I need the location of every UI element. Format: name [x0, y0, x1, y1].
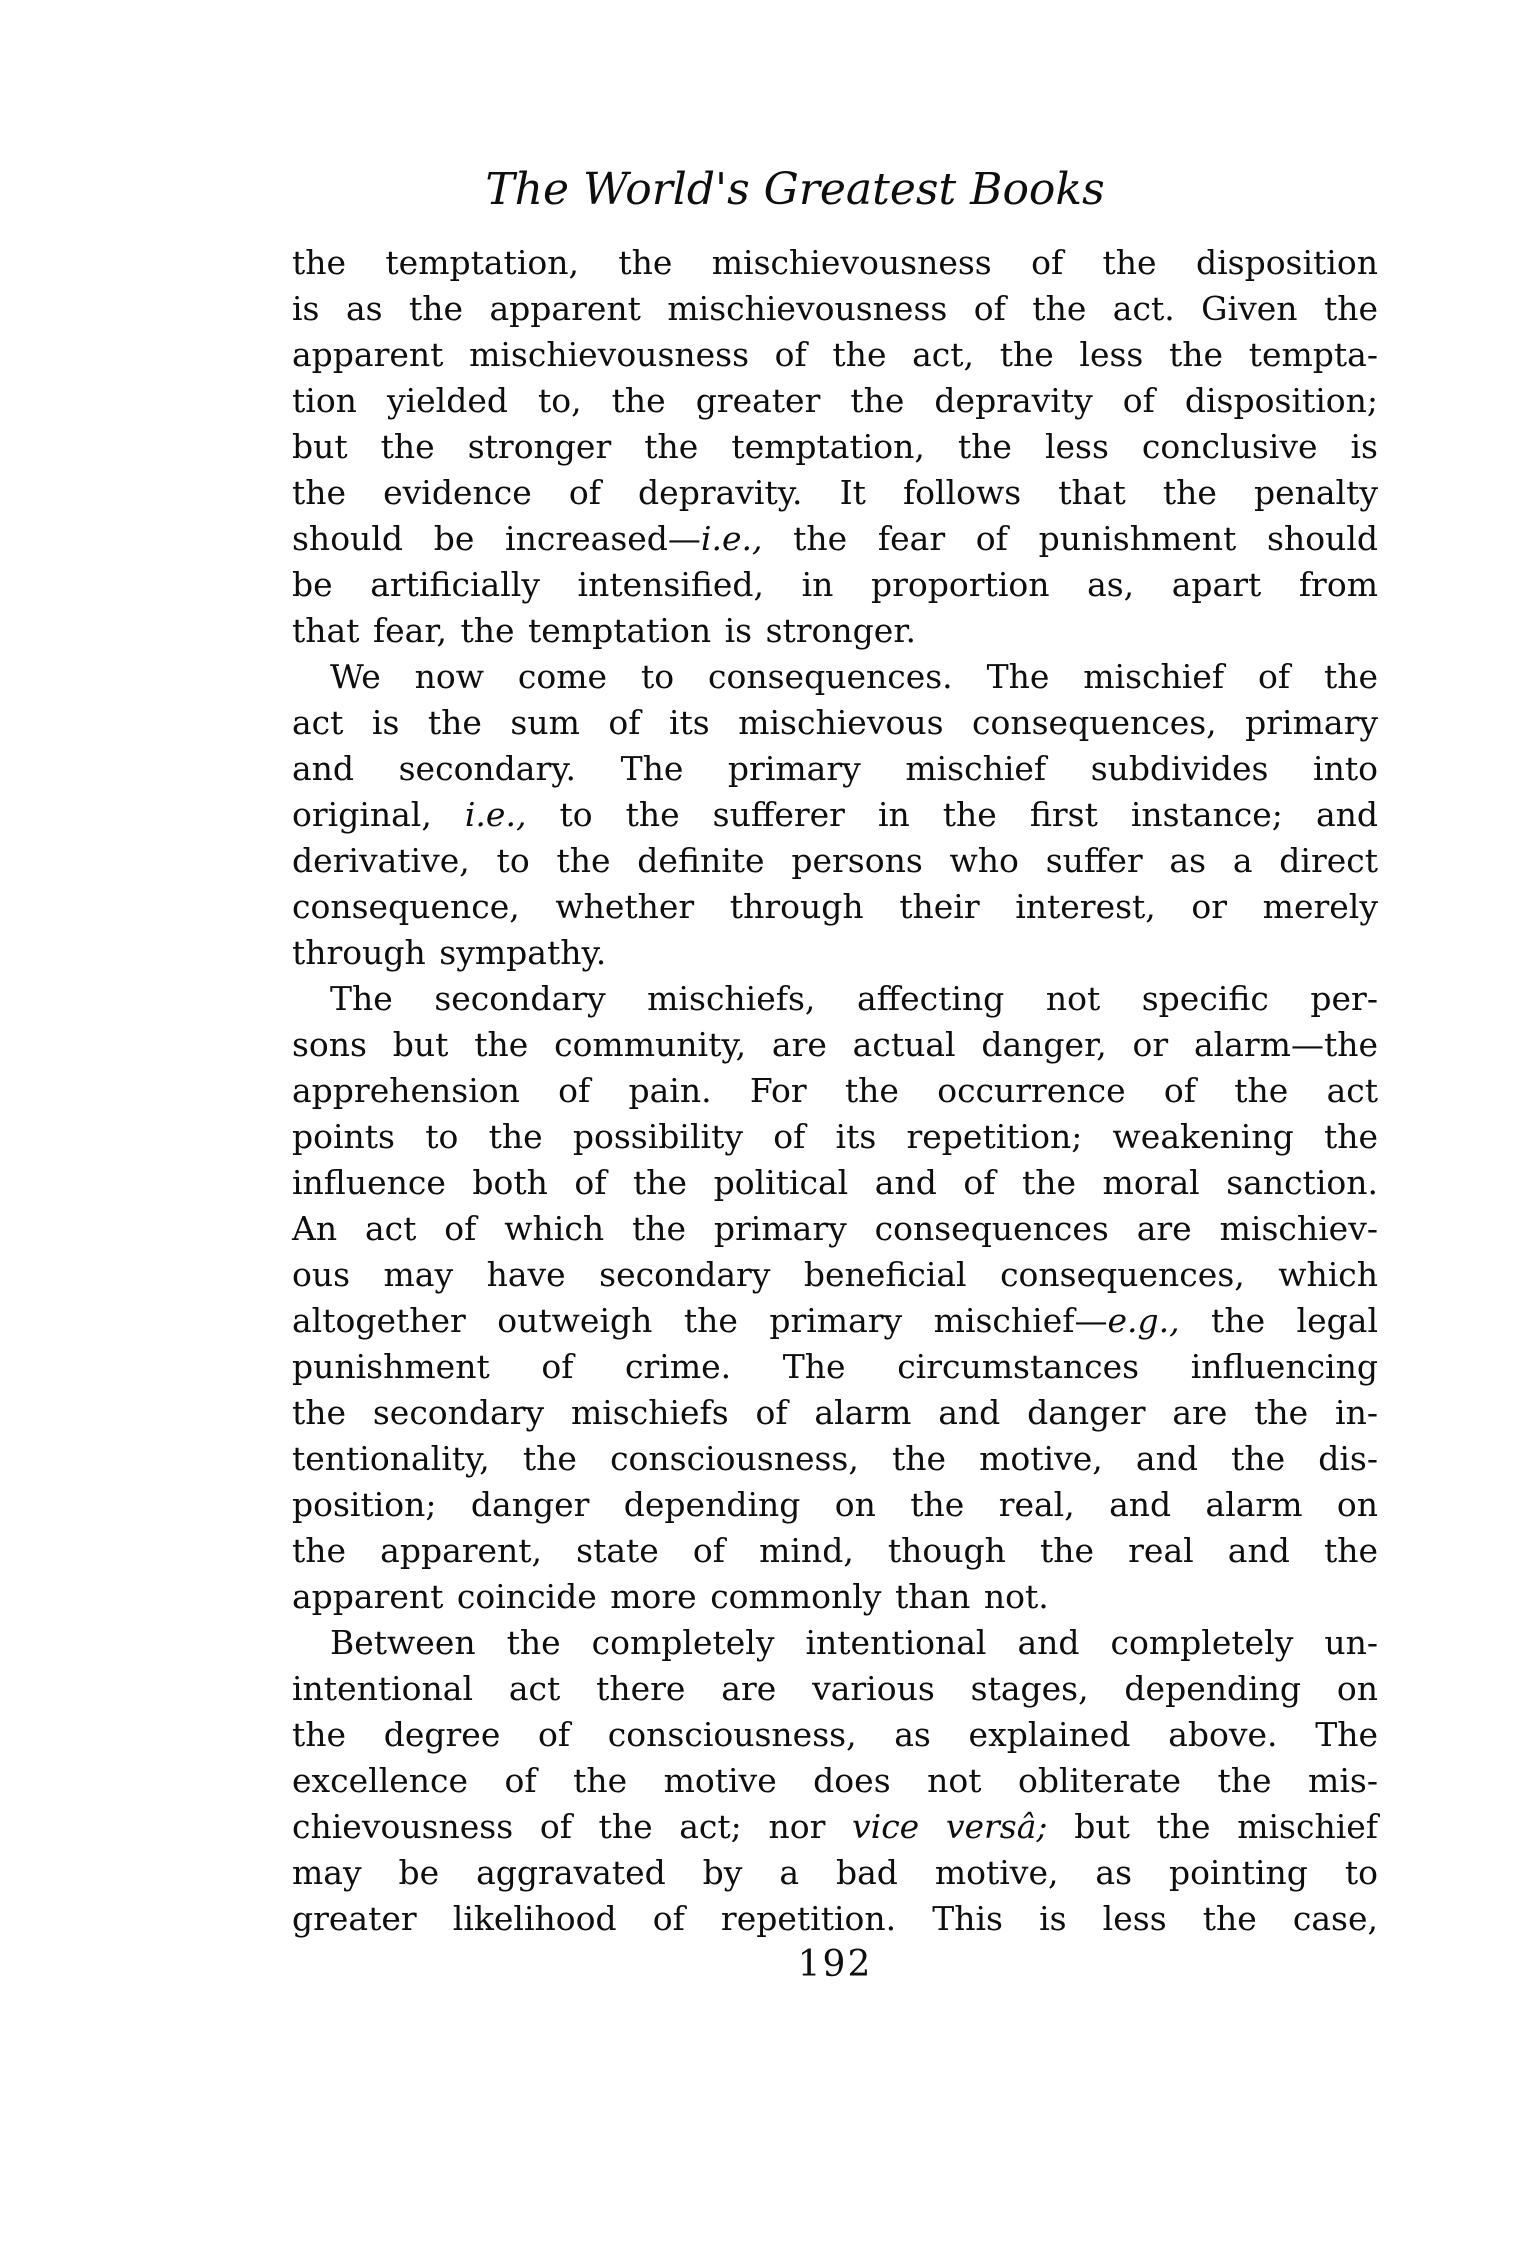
text-segment: the temptation, the mischievousness of the disposition [292, 243, 1378, 282]
text-segment: points to the possibility of its repetition; weakening the [292, 1117, 1378, 1156]
paragraphs-container [292, 240, 1378, 1942]
text-segment: apprehension of pain. For the occurrence of the act [292, 1071, 1378, 1110]
running-header: The World's Greatest Books [485, 164, 1105, 215]
text-line [292, 378, 1378, 424]
text-line [292, 424, 1378, 470]
text-segment: Between the completely intentional and completely un- [330, 1623, 1378, 1662]
text-line [292, 286, 1378, 332]
text-line [292, 1298, 1378, 1344]
text-segment: that fear, the temptation is stronger. [292, 611, 916, 650]
text-line [292, 1528, 1378, 1574]
text-line [292, 1574, 1378, 1620]
text-segment: through sympathy. [292, 933, 607, 972]
text-line [292, 1068, 1378, 1114]
text-segment: but the stronger the temptation, the less conclusive is [292, 427, 1378, 466]
italic-text-segment: i.e., [464, 795, 527, 834]
text-line [292, 654, 1378, 700]
italic-text-segment: i.e., [700, 519, 763, 558]
text-line [292, 1850, 1378, 1896]
text-segment: tion yielded to, the greater the depravity of disposition; [292, 381, 1378, 420]
paragraph [292, 654, 1378, 976]
text-line [292, 1804, 1378, 1850]
text-segment: the legal [1179, 1301, 1378, 1340]
text-segment: punishment of crime. The circumstances influencing [292, 1347, 1378, 1386]
text-segment: apparent mischievousness of the act, the less the tempta- [292, 335, 1378, 374]
text-line [292, 1712, 1378, 1758]
text-line [292, 1896, 1378, 1942]
text-line [292, 838, 1378, 884]
paragraph [292, 976, 1378, 1620]
text-line [292, 1114, 1378, 1160]
text-line [292, 930, 1378, 976]
text-segment: position; danger depending on the real, and alarm on [292, 1485, 1378, 1524]
text-line [292, 562, 1378, 608]
text-segment: act is the sum of its mischievous consequences, primary [292, 703, 1378, 742]
text-line [292, 1160, 1378, 1206]
text-line [292, 240, 1378, 286]
text-segment: We now come to consequences. The mischief of the [330, 657, 1378, 696]
text-segment: ous may have secondary beneficial consequences, which [292, 1255, 1378, 1294]
text-segment: greater likelihood of repetition. This is less the case, [292, 1899, 1378, 1938]
text-line [292, 332, 1378, 378]
text-segment: the fear of punishment should [762, 519, 1378, 558]
text-line [292, 976, 1378, 1022]
text-segment: intentional act there are various stages, depending on [292, 1669, 1378, 1708]
text-segment: sons but the community, are actual danger, or alarm—the [292, 1025, 1378, 1064]
text-line [292, 1436, 1378, 1482]
text-segment: derivative, to the definite persons who suffer as a direct [292, 841, 1378, 880]
text-segment: tentionality, the consciousness, the motive, and the dis- [292, 1439, 1378, 1478]
text-segment: excellence of the motive does not obliterate the mis- [292, 1761, 1378, 1800]
text-line [292, 1758, 1378, 1804]
text-segment: but the mischief [1047, 1807, 1379, 1846]
text-segment: The secondary mischiefs, affecting not specific per- [330, 979, 1378, 1018]
text-segment: altogether outweigh the primary mischief— [292, 1301, 1108, 1340]
text-line [292, 1206, 1378, 1252]
paragraph [292, 240, 1378, 654]
text-line [292, 1022, 1378, 1068]
text-line [292, 700, 1378, 746]
text-segment: consequence, whether through their interest, or merely [292, 887, 1378, 926]
text-line [292, 1620, 1378, 1666]
text-line [292, 1482, 1378, 1528]
text-segment: the secondary mischiefs of alarm and danger are the in- [292, 1393, 1378, 1432]
text-segment: the evidence of depravity. It follows that the penalty [292, 473, 1378, 512]
text-line [292, 792, 1378, 838]
italic-text-segment: e.g., [1107, 1301, 1180, 1340]
text-segment: and secondary. The primary mischief subdivides into [292, 749, 1378, 788]
text-line [292, 1344, 1378, 1390]
text-segment: An act of which the primary consequences are mischiev- [292, 1209, 1378, 1248]
text-line [292, 1666, 1378, 1712]
text-segment: to the sufferer in the first instance; and [526, 795, 1378, 834]
text-block [292, 240, 1378, 1988]
italic-text-segment: vice versâ; [852, 1807, 1048, 1846]
text-segment: may be aggravated by a bad motive, as pointing to [292, 1853, 1378, 1892]
text-line [292, 1390, 1378, 1436]
text-segment: the degree of consciousness, as explained above. The [292, 1715, 1378, 1754]
text-line [292, 470, 1378, 516]
page-number: 192 [797, 1944, 873, 1985]
text-segment: the apparent, state of mind, though the real and the [292, 1531, 1378, 1570]
text-line [292, 884, 1378, 930]
paragraph [292, 1620, 1378, 1942]
text-segment: influence both of the political and of the moral sanction. [292, 1163, 1378, 1202]
text-line [292, 1252, 1378, 1298]
text-segment: is as the apparent mischievousness of the act. Given the [292, 289, 1378, 328]
text-segment: apparent coincide more commonly than not. [292, 1577, 1049, 1616]
text-segment: should be increased— [292, 519, 701, 558]
text-line [292, 746, 1378, 792]
text-segment: be artificially intensified, in proportion as, apart from [292, 565, 1378, 604]
text-segment: chievousness of the act; nor [292, 1807, 852, 1846]
text-line [292, 516, 1378, 562]
text-line [292, 608, 1378, 654]
text-segment: original, [292, 795, 465, 834]
